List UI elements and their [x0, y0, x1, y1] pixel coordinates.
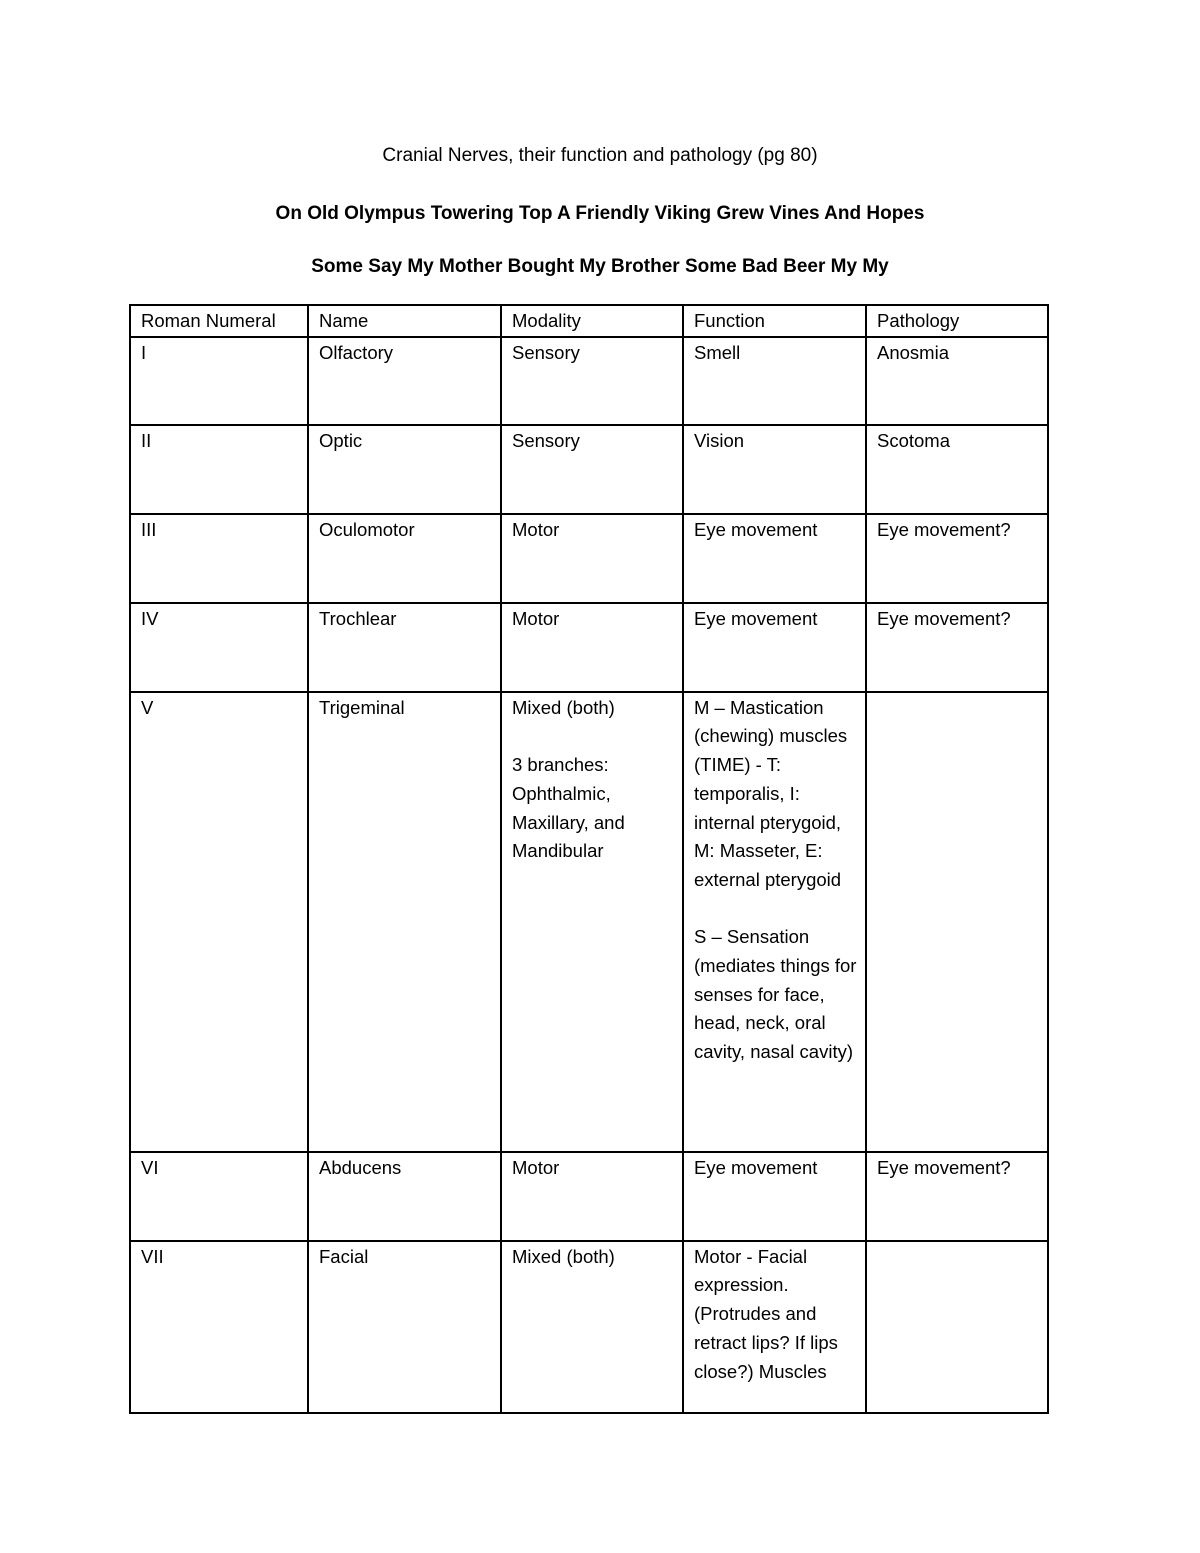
table-row	[130, 425, 1048, 514]
cell-name: Olfactory	[308, 337, 501, 425]
cell-text: Smell	[694, 341, 741, 363]
cell-name: Trochlear	[308, 603, 501, 692]
document-title: Cranial Nerves, their function and pathology (pg 80)	[382, 145, 818, 166]
cell-text: Motor	[512, 607, 560, 629]
cell-numeral: VI	[130, 1152, 308, 1241]
header-function: Function	[683, 305, 866, 337]
cell-modality	[501, 1152, 683, 1241]
cell-pathology: Eye movement?	[866, 514, 1048, 603]
cell-function	[683, 1152, 866, 1241]
cell-text: Sensory	[512, 341, 580, 363]
cell-pathology: Scotoma	[866, 425, 1048, 514]
mnemonic-modalities: Some Say My Mother Bought My Brother Some Bad Beer My My	[311, 256, 889, 277]
cell-pathology	[866, 1241, 1048, 1413]
cell-text: Mixed (both)	[512, 1245, 615, 1267]
cell-numeral: V	[130, 692, 308, 1152]
cell-pathology: Eye movement?	[866, 1152, 1048, 1241]
cell-text: Eye movement	[694, 607, 818, 629]
cell-name: Trigeminal	[308, 692, 501, 1152]
cell-text: Mixed (both)	[512, 696, 615, 718]
cell-function	[683, 1241, 866, 1413]
cell-pathology: Eye movement?	[866, 603, 1048, 692]
cell-text: M – Mastication (chewing) muscles (TIME) - T: temporalis, I: internal pterygoid, M: Masseter, E: external pterygoid	[694, 696, 848, 890]
cell-name: Optic	[308, 425, 501, 514]
cell-modality	[501, 1241, 683, 1413]
cell-text: Motor - Facial expression. (Protrudes and retract lips? If lips close?) Muscles	[694, 1245, 838, 1382]
table-row	[130, 1152, 1048, 1241]
table-row	[130, 514, 1048, 603]
cell-numeral: II	[130, 425, 308, 514]
cell-modality	[501, 514, 683, 603]
header-roman-numeral: Roman Numeral	[130, 305, 308, 337]
cell-function	[683, 603, 866, 692]
cell-function	[683, 692, 866, 1152]
cell-text: Motor	[512, 1156, 560, 1178]
header-modality: Modality	[501, 305, 683, 337]
cell-name: Abducens	[308, 1152, 501, 1241]
table-row	[130, 603, 1048, 692]
cell-text: Vision	[694, 429, 745, 451]
cell-numeral: I	[130, 337, 308, 425]
cell-function	[683, 514, 866, 603]
cell-numeral: VII	[130, 1241, 308, 1413]
table-row	[130, 692, 1048, 1152]
cell-text: 3 branches: Ophthalmic, Maxillary, and Mandibular	[512, 754, 625, 862]
header-name: Name	[308, 305, 501, 337]
cranial-nerve-table	[129, 304, 1049, 1414]
cell-name: Facial	[308, 1241, 501, 1413]
table-row	[130, 1241, 1048, 1413]
cell-modality	[501, 603, 683, 692]
table-header-row	[130, 305, 1048, 337]
cell-text: Motor	[512, 518, 560, 540]
cell-text: S – Sensation (mediates things for senses for face, head, neck, oral cavity, nasal cavity)	[694, 926, 857, 1063]
table-row	[130, 337, 1048, 425]
cell-pathology: Anosmia	[866, 337, 1048, 425]
cell-function	[683, 337, 866, 425]
cell-name: Oculomotor	[308, 514, 501, 603]
header-pathology: Pathology	[866, 305, 1048, 337]
cell-text: Eye movement	[694, 518, 818, 540]
cell-pathology	[866, 692, 1048, 1152]
cell-text: Sensory	[512, 429, 580, 451]
cell-numeral: IV	[130, 603, 308, 692]
cell-modality	[501, 425, 683, 514]
cell-modality	[501, 337, 683, 425]
cell-text: Eye movement	[694, 1156, 818, 1178]
cell-modality	[501, 692, 683, 1152]
cell-function	[683, 425, 866, 514]
mnemonic-names: On Old Olympus Towering Top A Friendly Viking Grew Vines And Hopes	[275, 203, 925, 224]
cell-numeral: III	[130, 514, 308, 603]
